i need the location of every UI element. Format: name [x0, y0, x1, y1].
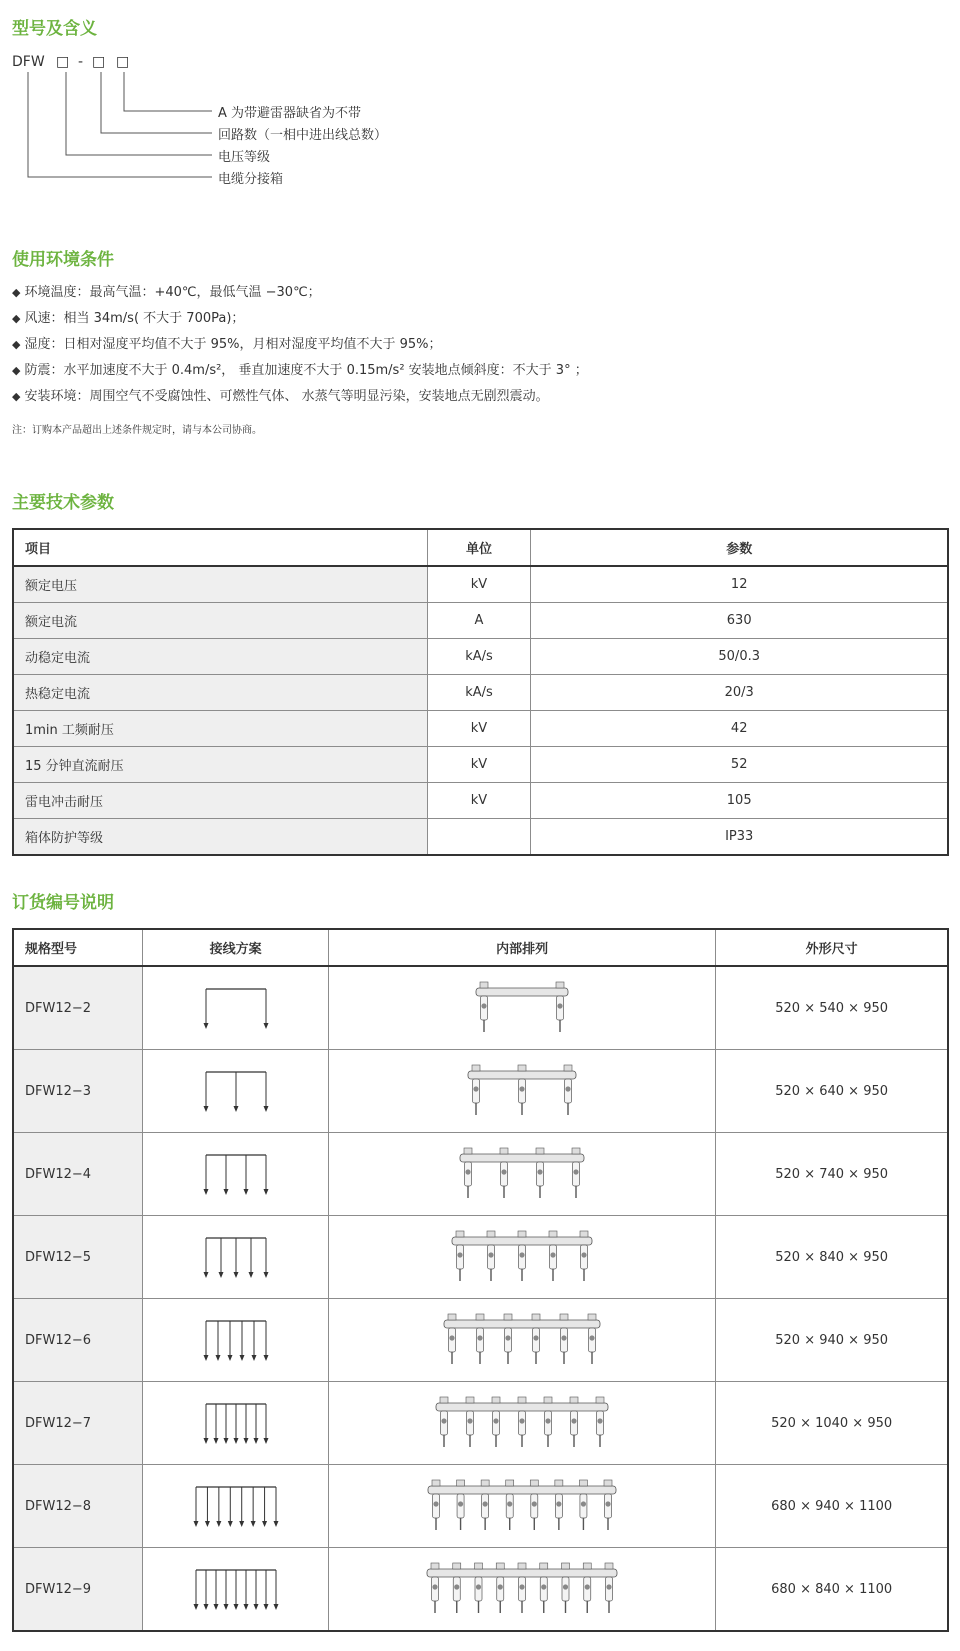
arrangement-cell	[328, 1299, 715, 1382]
param-unit-cell: A	[427, 603, 531, 639]
arrow-down-icon	[203, 1604, 208, 1610]
header-dimensions: 外形尺寸	[716, 929, 948, 966]
arrow-down-icon	[263, 1604, 268, 1610]
model-cell: DFW12−2	[13, 966, 143, 1050]
internal-arrangement-drawing	[412, 1059, 632, 1123]
arrow-down-icon	[223, 1438, 228, 1444]
wiring-cell	[143, 1050, 329, 1133]
arrow-down-icon	[239, 1355, 244, 1361]
model-code-box-3: □	[116, 54, 130, 70]
busbar-shape	[436, 1403, 608, 1411]
arrow-down-icon	[216, 1521, 221, 1527]
wiring-cell	[143, 1548, 329, 1632]
table-row	[13, 1382, 948, 1465]
param-value-cell: 52	[531, 747, 948, 783]
list-item: ◆ 环境温度：最高气温：+40℃，最低气温 −30℃；	[12, 285, 321, 300]
table-row	[13, 1548, 948, 1632]
dimension-cell: 520 × 540 × 950	[716, 966, 948, 1050]
wiring-diagram	[181, 983, 291, 1033]
arrow-down-icon	[203, 1189, 208, 1195]
param-unit-cell: kV	[427, 783, 531, 819]
dimension-cell: 520 × 740 × 950	[716, 1133, 948, 1216]
param-value-cell: 42	[531, 711, 948, 747]
internal-arrangement-drawing	[412, 976, 632, 1040]
header-value: 参数	[531, 529, 948, 566]
param-unit-cell: kV	[427, 711, 531, 747]
header-arrangement: 内部排列	[328, 929, 715, 966]
arrow-down-icon	[262, 1521, 267, 1527]
param-value-cell: 630	[531, 603, 948, 639]
header-unit: 单位	[427, 529, 531, 566]
param-name-cell: 热稳定电流	[13, 675, 427, 711]
busbar-shape	[452, 1237, 592, 1245]
param-unit-cell: kA/s	[427, 675, 531, 711]
arrow-down-icon	[213, 1438, 218, 1444]
param-value-cell: 50/0.3	[531, 639, 948, 675]
arrow-down-icon	[233, 1272, 238, 1278]
param-value-cell: 105	[531, 783, 948, 819]
arrow-down-icon	[233, 1438, 238, 1444]
param-value-cell: IP33	[531, 819, 948, 856]
header-model: 规格型号	[13, 929, 143, 966]
header-wiring: 接线方案	[143, 929, 329, 966]
table-row	[13, 747, 948, 783]
bullet-icon: ◆	[12, 390, 21, 403]
arrangement-cell	[328, 1548, 715, 1632]
model-cell: DFW12−7	[13, 1382, 143, 1465]
arrow-down-icon	[263, 1355, 268, 1361]
arrow-down-icon	[239, 1521, 244, 1527]
busbar-shape	[427, 1569, 617, 1577]
section-title-parameters: 主要技术参数	[12, 493, 114, 513]
table-row	[13, 783, 948, 819]
arrow-down-icon	[273, 1521, 278, 1527]
arrow-down-icon	[263, 1189, 268, 1195]
table-row	[13, 1050, 948, 1133]
dimension-cell: 520 × 840 × 950	[716, 1216, 948, 1299]
busbar-shape	[476, 988, 568, 996]
param-value-cell: 12	[531, 566, 948, 603]
arrow-down-icon	[215, 1355, 220, 1361]
model-cell: DFW12−4	[13, 1133, 143, 1216]
legend-item-3: 电压等级	[218, 150, 271, 165]
arrow-down-icon	[223, 1189, 228, 1195]
internal-arrangement-drawing	[412, 1308, 632, 1372]
model-code-dash: -	[78, 54, 84, 70]
arrow-down-icon	[248, 1272, 253, 1278]
arrow-down-icon	[193, 1521, 198, 1527]
model-cell: DFW12−8	[13, 1465, 143, 1548]
internal-arrangement-drawing	[412, 1557, 632, 1621]
arrow-down-icon	[203, 1272, 208, 1278]
table-row	[13, 1133, 948, 1216]
wiring-diagram	[181, 1232, 291, 1282]
model-cell: DFW12−9	[13, 1548, 143, 1632]
section-title-environment: 使用环境条件	[12, 250, 114, 270]
bullet-icon: ◆	[12, 364, 21, 377]
param-unit-cell: kV	[427, 747, 531, 783]
table-header-row	[13, 529, 948, 566]
wiring-cell	[143, 1133, 329, 1216]
table-row	[13, 1216, 948, 1299]
arrow-down-icon	[243, 1189, 248, 1195]
table-row	[13, 639, 948, 675]
busbar-shape	[444, 1320, 600, 1328]
arrow-down-icon	[203, 1438, 208, 1444]
param-unit-cell: kA/s	[427, 639, 531, 675]
arrow-down-icon	[243, 1438, 248, 1444]
table-row	[13, 675, 948, 711]
table-row	[13, 819, 948, 856]
table-row	[13, 1299, 948, 1382]
arrow-down-icon	[193, 1604, 198, 1610]
list-item: ◆ 风速：相当 34m/s( 不大于 700Pa)；	[12, 311, 245, 326]
arrow-down-icon	[263, 1438, 268, 1444]
internal-arrangement-drawing	[412, 1225, 632, 1289]
internal-arrangement-drawing	[412, 1391, 632, 1455]
legend-item-4: 电缆分接箱	[218, 172, 284, 187]
arrow-down-icon	[218, 1272, 223, 1278]
arrow-down-icon	[233, 1604, 238, 1610]
wiring-diagram	[181, 1564, 291, 1614]
dimension-cell: 680 × 940 × 1100	[716, 1465, 948, 1548]
dimension-cell: 520 × 640 × 950	[716, 1050, 948, 1133]
param-name-cell: 1min 工频耐压	[13, 711, 427, 747]
wiring-diagram	[181, 1149, 291, 1199]
wiring-diagram	[181, 1398, 291, 1448]
param-name-cell: 箱体防护等级	[13, 819, 427, 856]
bullet-icon: ◆	[12, 338, 21, 351]
arrow-down-icon	[213, 1604, 218, 1610]
wiring-cell	[143, 1465, 329, 1548]
internal-arrangement-drawing	[412, 1142, 632, 1206]
param-unit-cell: kV	[427, 566, 531, 603]
legend-item-1: A 为带避雷器缺省为不带	[218, 106, 362, 121]
arrangement-cell	[328, 1050, 715, 1133]
arrow-down-icon	[250, 1521, 255, 1527]
param-unit-cell	[427, 819, 531, 856]
model-code-box-1: □	[56, 54, 70, 70]
wiring-cell	[143, 1382, 329, 1465]
arrow-down-icon	[263, 1272, 268, 1278]
param-name-cell: 15 分钟直流耐压	[13, 747, 427, 783]
dimension-cell: 520 × 940 × 950	[716, 1299, 948, 1382]
arrow-down-icon	[223, 1604, 228, 1610]
arrow-down-icon	[203, 1106, 208, 1112]
wiring-cell	[143, 966, 329, 1050]
bullet-icon: ◆	[12, 286, 21, 299]
model-code-box-2: □	[92, 54, 106, 70]
arrow-down-icon	[273, 1604, 278, 1610]
arrangement-cell	[328, 1382, 715, 1465]
section-title-order-code: 订货编号说明	[12, 893, 114, 913]
arrangement-cell	[328, 966, 715, 1050]
bullet-icon: ◆	[12, 312, 21, 325]
model-cell: DFW12−6	[13, 1299, 143, 1382]
arrow-down-icon	[243, 1604, 248, 1610]
list-item: ◆ 湿度：日相对湿度平均值不大于 95%，月相对湿度平均值不大于 95%；	[12, 337, 442, 352]
section-title-model: 型号及含义	[12, 19, 97, 39]
arrow-down-icon	[253, 1604, 258, 1610]
environment-list	[12, 280, 912, 410]
wiring-diagram	[181, 1481, 291, 1531]
arrow-down-icon	[251, 1355, 256, 1361]
list-item: ◆ 安装环境：周围空气不受腐蚀性、可燃性气体、 水蒸气等明显污染，安装地点无剧烈震动。	[12, 389, 549, 404]
wiring-cell	[143, 1216, 329, 1299]
arrangement-cell	[328, 1133, 715, 1216]
param-name-cell: 雷电冲击耐压	[13, 783, 427, 819]
table-header-row	[13, 929, 948, 966]
arrow-down-icon	[263, 1023, 268, 1029]
table-row	[13, 966, 948, 1050]
table-row	[13, 1465, 948, 1548]
model-cell: DFW12−3	[13, 1050, 143, 1133]
legend-item-2: 回路数（一相中进出线总数）	[218, 128, 388, 143]
dimension-cell: 680 × 840 × 1100	[716, 1548, 948, 1632]
param-name-cell: 额定电流	[13, 603, 427, 639]
table-row	[13, 566, 948, 603]
model-code-prefix: DFW	[12, 54, 45, 70]
wiring-cell	[143, 1299, 329, 1382]
arrow-down-icon	[263, 1106, 268, 1112]
wiring-diagram	[181, 1315, 291, 1365]
environment-note: 注：订购本产品超出上述条件规定时，请与本公司协商。	[12, 425, 262, 436]
table-row	[13, 711, 948, 747]
model-code-diagram	[12, 54, 432, 187]
arrow-down-icon	[205, 1521, 210, 1527]
dimension-cell: 520 × 1040 × 950	[716, 1382, 948, 1465]
param-name-cell: 额定电压	[13, 566, 427, 603]
arrow-down-icon	[227, 1355, 232, 1361]
parameters-table	[12, 528, 949, 856]
param-name-cell: 动稳定电流	[13, 639, 427, 675]
arrow-down-icon	[203, 1023, 208, 1029]
wiring-diagram	[181, 1066, 291, 1116]
busbar-shape	[460, 1154, 584, 1162]
arrangement-cell	[328, 1216, 715, 1299]
arrangement-cell	[328, 1465, 715, 1548]
busbar-shape	[428, 1486, 616, 1494]
internal-arrangement-drawing	[412, 1474, 632, 1538]
busbar-shape	[468, 1071, 576, 1079]
order-code-table	[12, 928, 949, 1632]
arrow-down-icon	[253, 1438, 258, 1444]
arrow-down-icon	[203, 1355, 208, 1361]
param-value-cell: 20/3	[531, 675, 948, 711]
table-row	[13, 603, 948, 639]
model-cell: DFW12−5	[13, 1216, 143, 1299]
arrow-down-icon	[233, 1106, 238, 1112]
list-item: ◆ 防震：水平加速度不大于 0.4m/s²， 垂直加速度不大于 0.15m/s² 安装地点倾斜度：不大于 3° ；	[12, 363, 588, 378]
arrow-down-icon	[227, 1521, 232, 1527]
header-item: 项目	[13, 529, 427, 566]
